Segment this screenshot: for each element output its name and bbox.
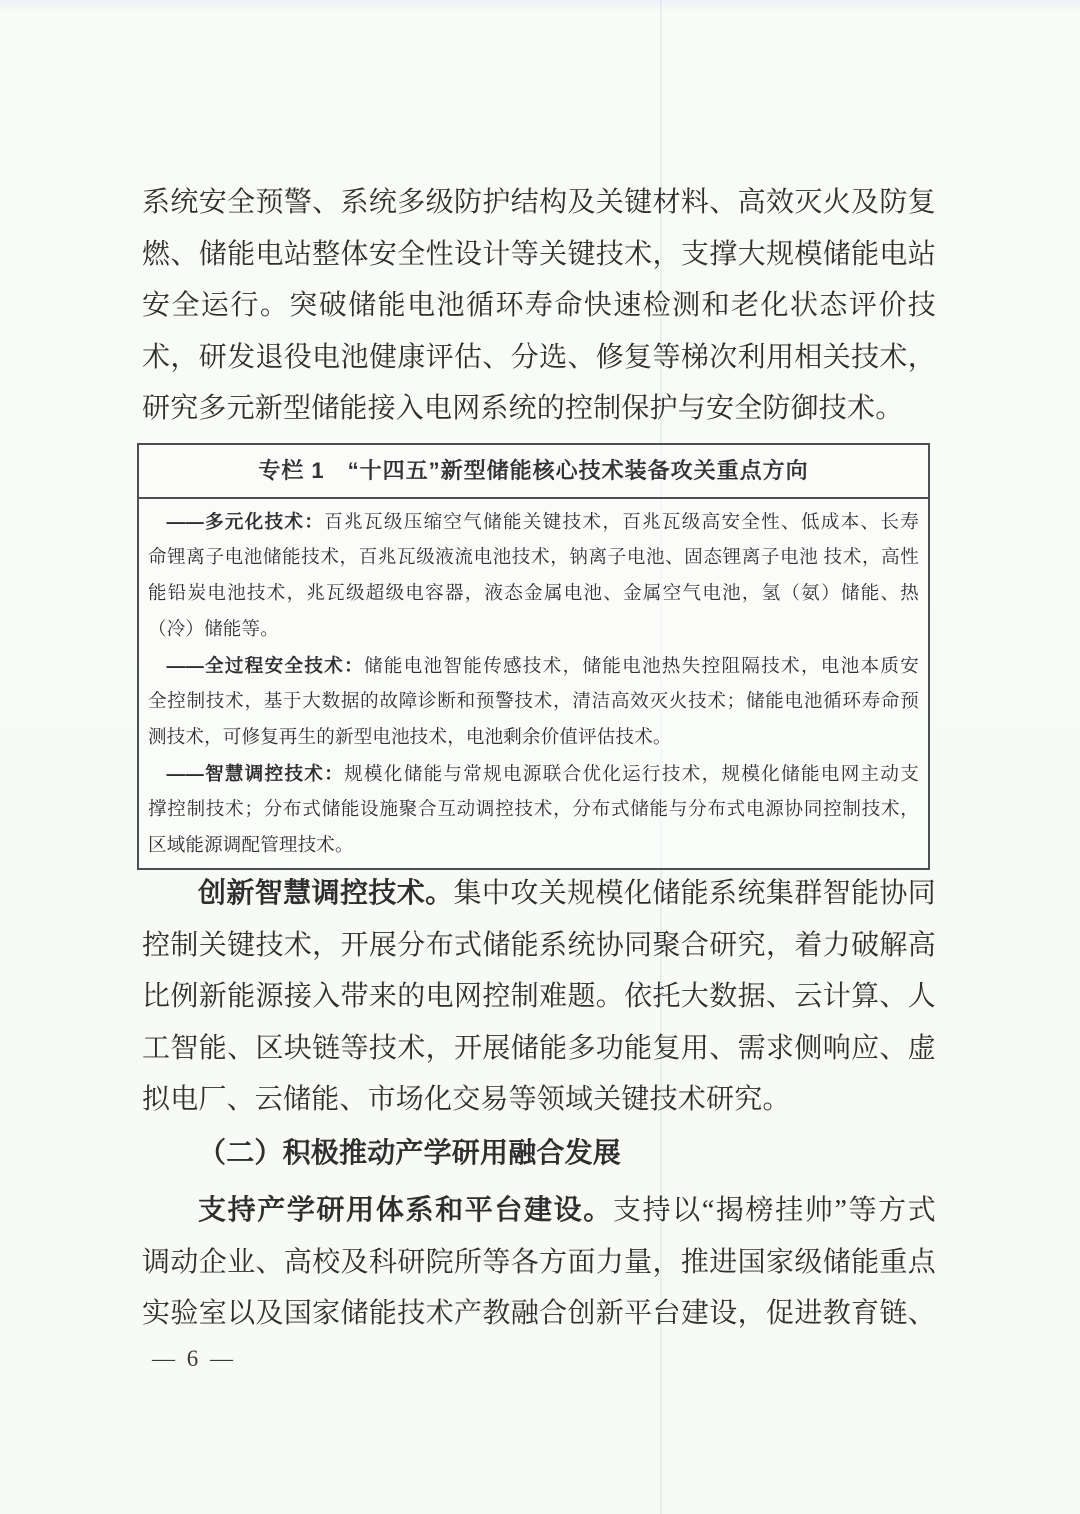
paragraph-line: 安全运行。突破储能电池循环寿命快速检测和老化状态评价技 [142,290,936,321]
smart-control-paragraph [142,868,936,1126]
box-section-text: 储能电池智能传感技术，储能电池热失控阻隔技术，电池本质安 [363,657,919,677]
paragraph-line: 燃、储能电站整体安全性设计等关键技术，支撑大规模储能电站 [142,238,936,270]
paragraph-text: 集中攻关规模化储能系统集群智能协同 [453,878,936,909]
page-number: — 6 — [152,1346,236,1371]
paragraph-line: 系统安全预警、系统多级防护结构及关键材料、高效灭火及防复 [142,187,936,218]
support-paragraph [142,1185,936,1340]
paragraph-line: 术，研发退役电池健康评估、分选、修复等梯次利用相关技术， [142,341,936,373]
intro-paragraph [142,177,936,435]
paragraph-line [142,868,936,920]
paragraph-line: 工智能、区块链等技术，开展储能多功能复用、需求侧响应、虚 [142,1032,936,1064]
box-section-text: 规模化储能与常规电源联合优化运行技术，规模化储能电网主动支 [344,765,919,785]
box-section-lead: ——全过程安全技术： [166,655,364,676]
paragraph-lead: 支持产学研用体系和平台建设。 [198,1195,613,1226]
paragraph-line: 拟电厂、云储能、市场化交易等领域关键技术研究。 [142,1084,791,1115]
callout-box-body [139,499,928,868]
callout-box [137,443,930,870]
box-section-lead: ——智慧调控技术： [166,763,345,784]
paragraph-line: 控制关键技术，开展分布式储能系统协同聚合研究，着力破解高 [142,929,936,961]
box-section-line [148,756,919,792]
paragraph-line: 实验室以及国家储能技术产教融合创新平台建设，促进教育链、 [142,1298,936,1329]
paragraph-line [142,1185,936,1237]
paragraph-lead: 创新智慧调控技术。 [198,878,454,909]
box-section-lead: ——多元化技术： [166,511,325,532]
box-section-line [148,504,919,540]
box-section-line: 区域能源调配管理技术。 [148,836,354,856]
paragraph-text: 支持以“揭榜挂帅”等方式 [612,1195,936,1226]
box-section-line: 全控制技术，基于大数据的故障诊断和预警技术，清洁高效灭火技术；储能电池循环寿命预 [148,692,919,712]
paragraph-line: 调动企业、高校及科研院所等各方面力量，推进国家级储能重点 [142,1246,936,1278]
box-section-line: 命锂离子电池储能技术，百兆瓦级液流电池技术，钠离子电池、固态锂离子电池 技术，高性 [148,548,919,568]
box-section-line: 测技术，可修复再生的新型电池技术，电池剩余价值评估技术。 [148,728,672,748]
box-section-line [148,648,919,684]
section-heading-block [142,1128,936,1180]
section-heading: （二）积极推动产学研用融合发展 [198,1138,622,1169]
box-section-text: 百兆瓦级压缩空气储能关键技术，百兆瓦级高安全性、低成本、长寿 [324,513,919,533]
callout-box-title: 专栏 1 “十四五”新型储能核心技术装备攻关重点方向 [139,445,928,499]
paragraph-line: 研究多元新型储能接入电网系统的控制保护与安全防御技术。 [142,393,904,424]
box-section-line: 能铅炭电池技术，兆瓦级超级电容器，液态金属电池、金属空气电池，氢（氨）储能、热 [148,584,919,604]
paragraph-line: 比例新能源接入带来的电网控制难题。依托大数据、云计算、人 [142,981,936,1012]
box-section-line: 撑控制技术；分布式储能设施聚合互动调控技术，分布式储能与分布式电源协同控制技术， [148,800,919,820]
box-section-line: （冷）储能等。 [148,620,279,640]
